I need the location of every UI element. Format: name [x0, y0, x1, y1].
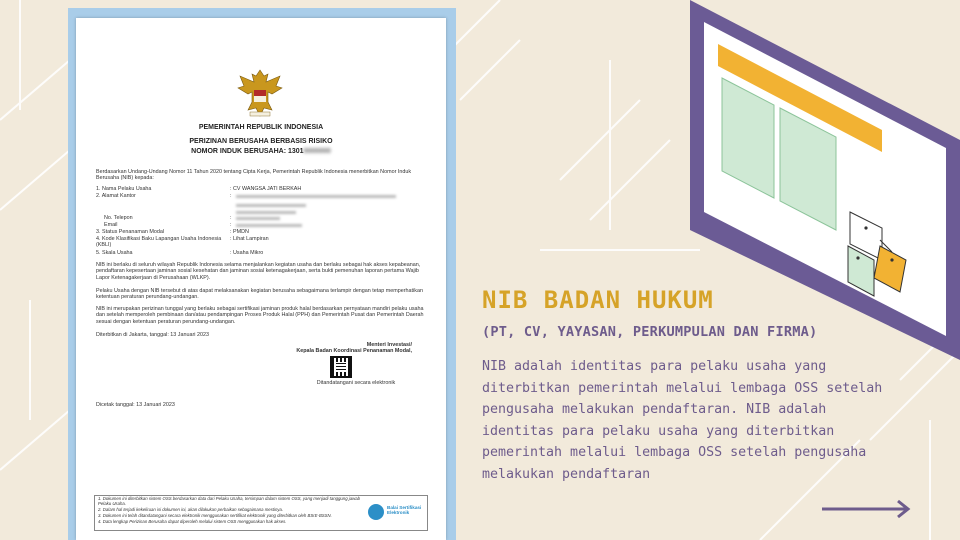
- field-label-1: 1. Nama Pelaku Usaha: [96, 186, 152, 192]
- bsre-label: Balai Sertifikasi Elektronik: [387, 505, 422, 516]
- doc-header: PEMERINTAH REPUBLIK INDONESIA: [198, 124, 324, 131]
- footnote-4: 4. Data lengkap Perizinan Berusaha dapat diperoleh melalui sistem OSS menggunakan hak akses.: [98, 519, 287, 524]
- bsre-logo-icon: [368, 504, 384, 520]
- doc-signer-1: Menteri Investasi/: [366, 342, 412, 348]
- address-redacted-2: [236, 204, 306, 207]
- field-value-3: :: [230, 215, 232, 221]
- doc-issued: Diterbitkan di Jakarta, tanggal: 13 Januari 2023: [96, 332, 209, 338]
- field-label-4: Email: [104, 222, 118, 228]
- nib-label: NOMOR INDUK BERUSAHA: 1301: [191, 148, 304, 155]
- slide-subtitle: (PT, CV, YAYASAN, PERKUMPULAN DAN FIRMA): [482, 324, 818, 340]
- footnote-2: 2. Dalam hal terjadi kekeliruan isi dokumen ini, akan dilakukan perbaikan sebagaimana mestinya.: [98, 507, 284, 512]
- doc-title: [76, 138, 446, 145]
- field-label-6: 4. Kode Klasifikasi Baku Lapangan Usaha Indonesia (KBLI): [96, 236, 222, 249]
- footnote-3: 3. Dokumen ini telah ditandatangani secara elektronik menggunakan sertifikat elektronik yang diterbitkan oleh BSrE-BSSN.: [98, 513, 332, 518]
- nib-document: [76, 18, 446, 540]
- field-value-2: :: [230, 193, 232, 199]
- address-redacted: [236, 195, 396, 198]
- doc-title-text: PERIZINAN BERUSAHA BERBASIS RISIKO: [189, 138, 333, 145]
- field-value-5: : PMDN: [230, 229, 249, 235]
- email-redacted: [236, 224, 302, 227]
- field-value-6: : Lihat Lampiran: [230, 236, 269, 242]
- address-redacted-3: [236, 211, 296, 214]
- field-label-5: 3. Status Penanaman Modal: [96, 229, 165, 235]
- doc-printed: Dicetak tanggal: 13 Januari 2023: [96, 402, 175, 408]
- doc-para-1: NIB ini berlaku di seluruh wilayah Republik Indonesia selama menjalankan kegiatan usaha dan berlaku sebagai hak akses kepabeanan, pendaftaran kepesertaan jaminan sosial kesehatan dan jaminan sosial ketenagakerjaan, serta bukti pemenuhan laporan pertama Wajib Lapor Ketenagakerjaan di Perusahaan (WLKP).: [96, 262, 421, 281]
- field-value-1: : CV WANGSA JATI BERKAH: [230, 186, 302, 192]
- field-label-2: 2. Alamat Kantor: [96, 193, 136, 199]
- phone-redacted: [236, 217, 280, 220]
- field-value-7: : Usaha Mikro: [230, 250, 264, 256]
- doc-intro: Berdasarkan Undang-Undang Nomor 11 Tahun 2020 tentang Cipta Kerja, Pemerintah Republik Indonesia menerbitkan Nomor Induk Berusaha (NIB) kepada:: [96, 169, 412, 182]
- doc-nib: [76, 148, 446, 155]
- slide-title: NIB BADAN HUKUM: [482, 286, 714, 314]
- field-value-4: :: [230, 222, 232, 228]
- arrow-right-icon[interactable]: [820, 498, 916, 520]
- garuda-emblem-icon: [234, 66, 286, 120]
- nib-hidden: 0000000: [303, 148, 331, 155]
- bsre-logo: [368, 502, 428, 524]
- doc-signed-electronic: Ditandatangani secara elektronik: [316, 380, 396, 386]
- slide-paragraph: NIB adalah identitas para pelaku usaha yang diterbitkan pemerintah melalui lembaga OSS setelah pengusaha melakukan pendaftaran. NIB adalah identitas para pelaku usaha yang diterbitkan pemerintah melalui lembaga OSS setelah pengusaha melakukan pendaftaran: [482, 359, 883, 482]
- field-label-7: 5. Skala Usaha: [96, 250, 133, 256]
- field-label-3: No. Telepon: [104, 215, 133, 221]
- doc-para-2: Pelaku Usaha dengan NIB tersebut di atas dapat melaksanakan kegiatan berusaha sebagaimana terlampir dengan tetap memperhatikan ketentuan peraturan perundang-undangan.: [96, 288, 423, 301]
- footnote-1: 1. Dokumen ini diterbitkan sistem OSS berdasarkan data dari Pelaku Usaha, tersimpan dalam sistem OSS, yang menjadi tanggung jawab Pelaku Usaha.: [98, 496, 361, 507]
- doc-signer-2: Kepala Badan Koordinasi Penanaman Modal,: [296, 348, 412, 354]
- qr-code-icon: [330, 356, 352, 378]
- doc-para-3: NIB ini merupakan perizinan tunggal yang berlaku sebagai sertifikasi jaminan produk halal berdasarkan pernyataan mandiri pelaku usaha dan setelah memperoleh pembinaan dan/atau pendampingan Proses Produk Halal (PPH) dan Pemerintah Pusat dan Pemerintah Daerah sesuai dengan ketentuan peraturan perundang-undangan.: [96, 306, 424, 325]
